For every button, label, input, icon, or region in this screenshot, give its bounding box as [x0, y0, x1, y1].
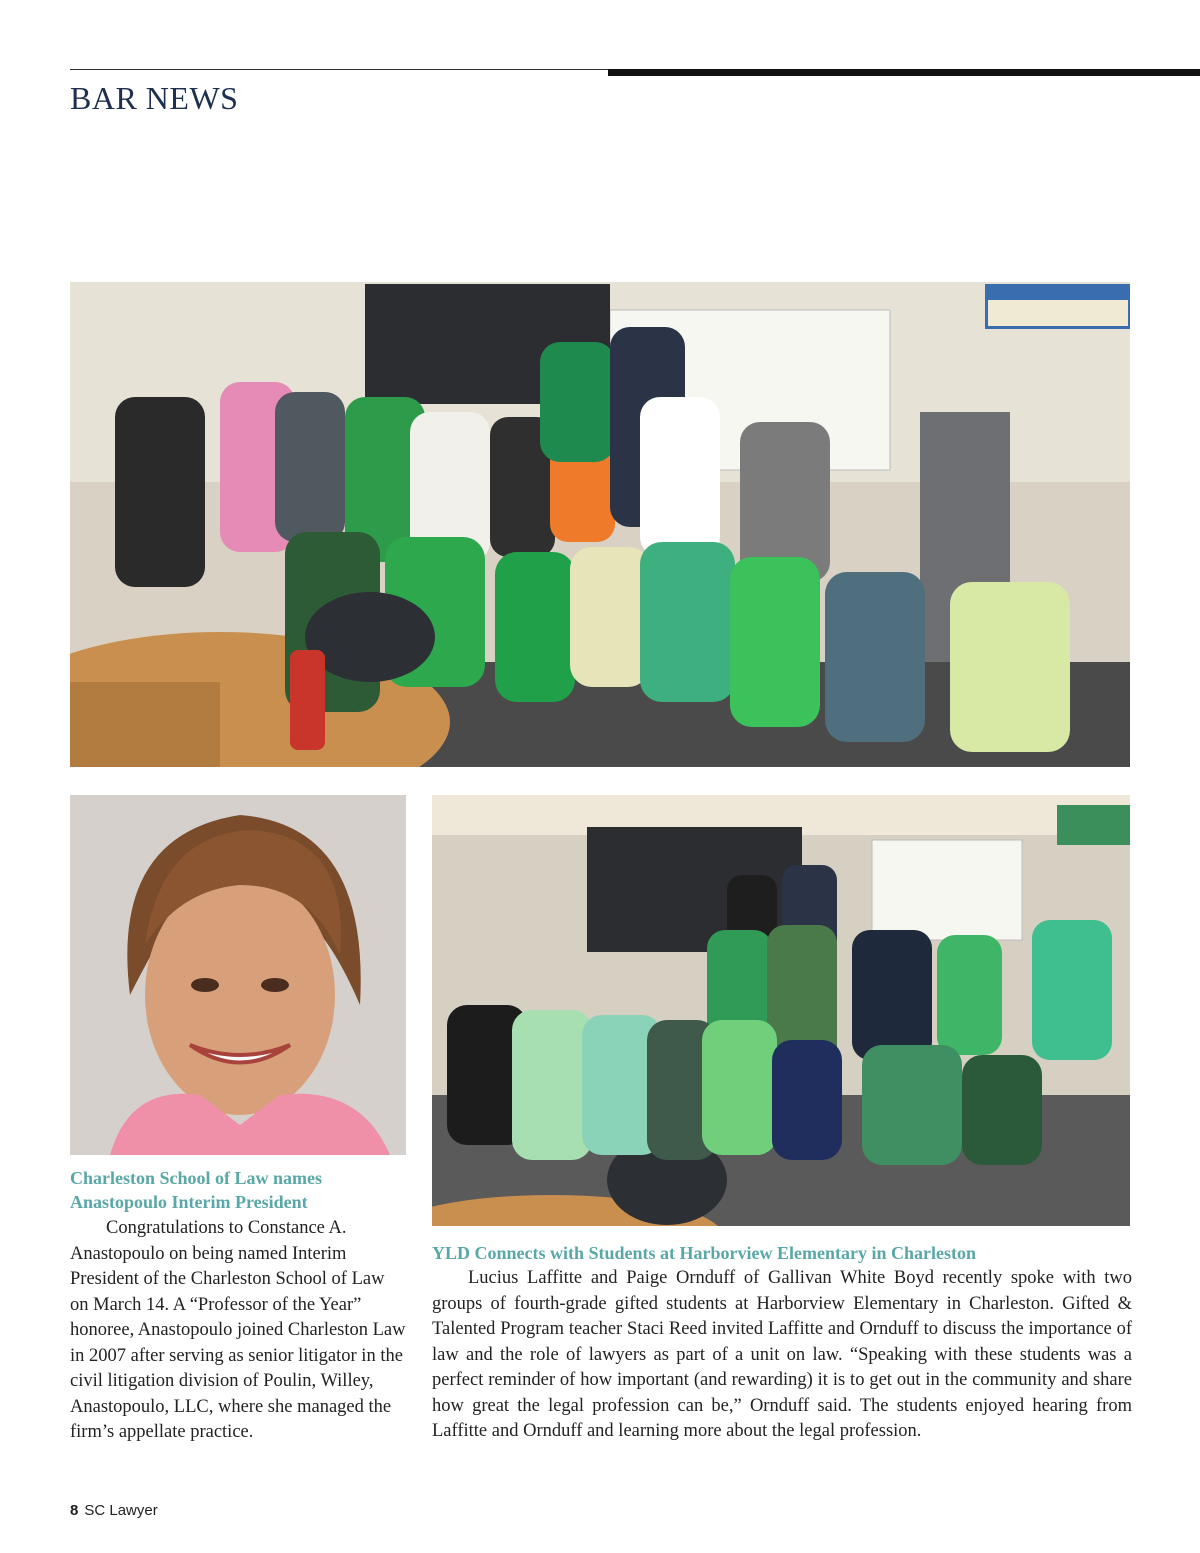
article-body-yld-harborview: Lucius Laffitte and Paige Ornduff of Gallivan White Boyd recently spoke with two groups of fourth-grade gifted students at Harborview Elementary in Charleston. Gifted & Talented Program teacher Staci Reed invited Laffitte and Ornduff to discuss the importance of law and the role of lawyers as part of a unit on law. “Speaking with these students was a perfect reminder of how important (and rewarding) it is to get out in the community and share how great the legal profession can be,” Ornduff said. The students enjoyed hearing from Laffitte and Ornduff and learning more about the legal profession.	[432, 1268, 1132, 1441]
header-rule-thin	[70, 69, 610, 70]
page-footer	[70, 1502, 158, 1519]
publication-name: SC Lawyer	[84, 1502, 158, 1519]
headline-anastopoulo: Charleston School of Law names Anastopoulo Interim President	[70, 1168, 323, 1212]
header-rule-thick	[608, 69, 1200, 76]
article-body-anastopoulo: Congratulations to Constance A. Anastopoulo on being named Interim President of the Charleston School of Law on March 14. A “Professor of the Year” honoree, Anastopoulo joined Charleston Law in 2007 after serving as senior litigator in the civil litigation division of Poulin, Willey, Anastopoulo, LLC, where she managed the firm’s appellate practice.	[70, 1218, 406, 1442]
section-title: BAR NEWS	[70, 80, 239, 116]
classroom-group-photo-top	[70, 282, 1130, 767]
classroom-group-photo-bottom	[432, 795, 1130, 1226]
anastopoulo-portrait-photo	[70, 795, 406, 1155]
page-number: 8	[70, 1502, 79, 1519]
headline-yld-harborview: YLD Connects with Students at Harborview Elementary in Charleston	[432, 1243, 976, 1263]
